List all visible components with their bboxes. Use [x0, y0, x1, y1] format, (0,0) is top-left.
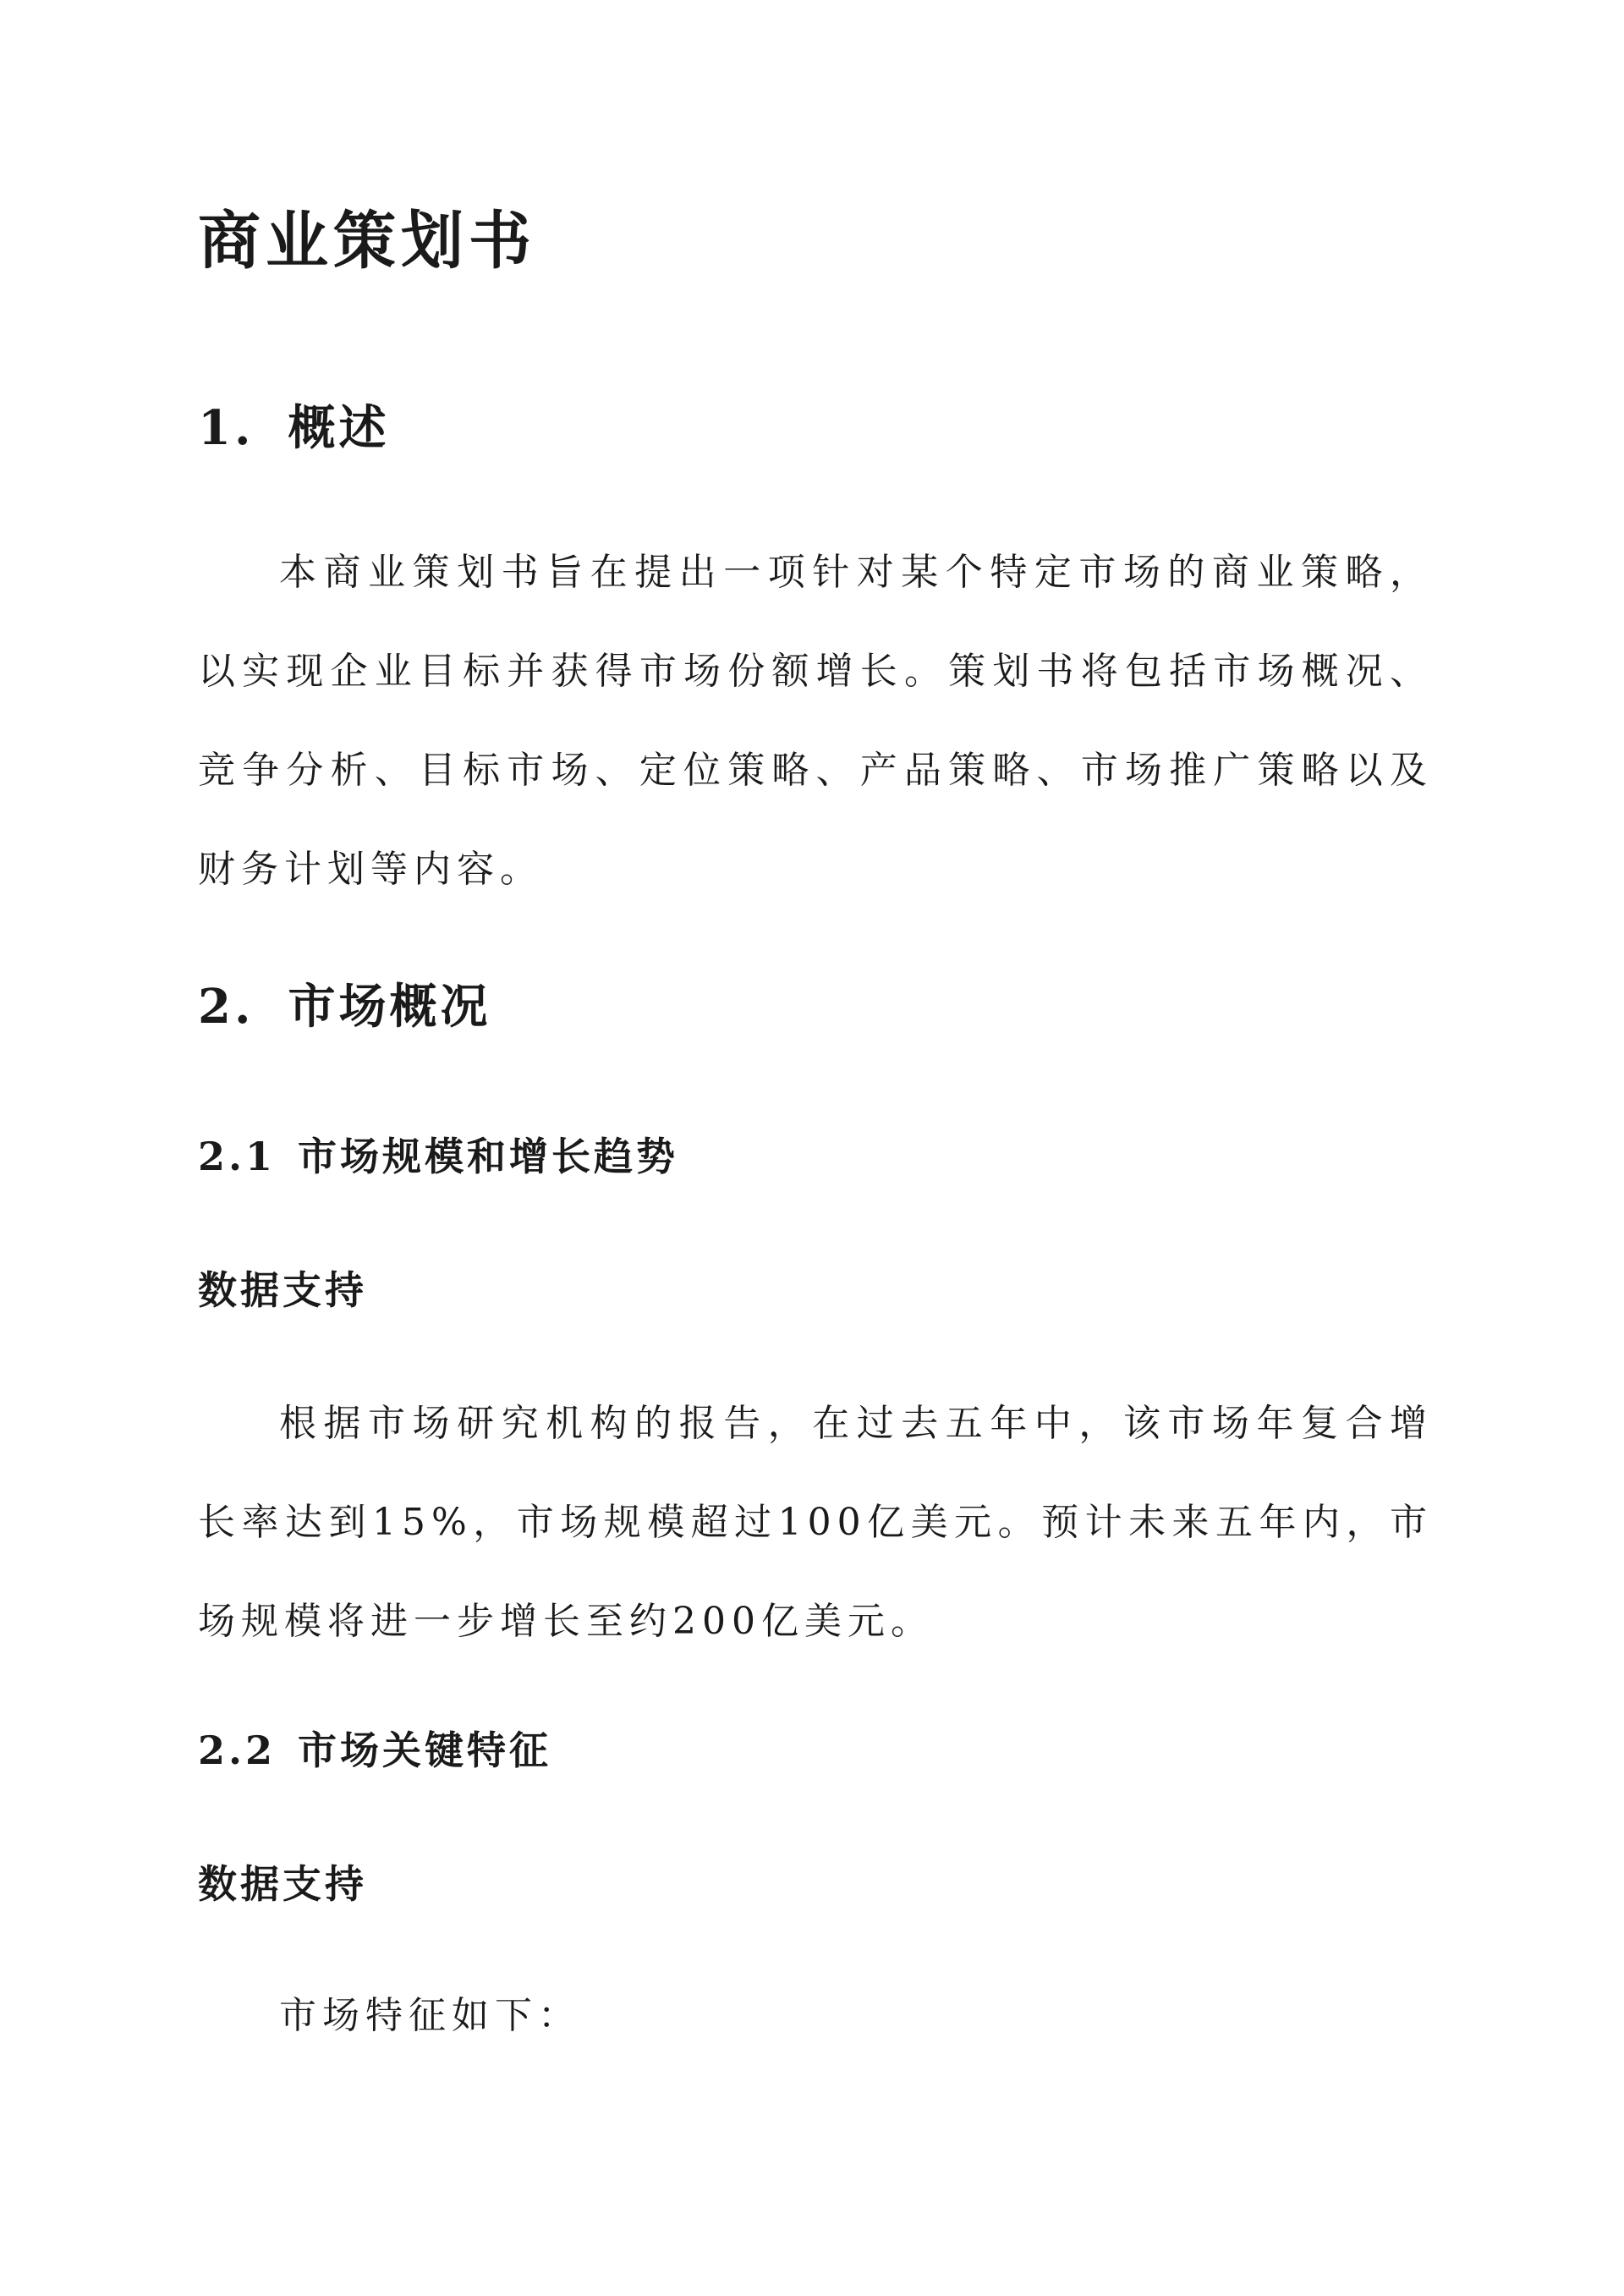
subsubsection-heading: 数据支持: [198, 1267, 367, 1313]
subsection-paragraph: 根据市场研究机构的报告，在过去五年中，该市场年复合增长率达到15%，市场规模超过100亿美元。预计未来五年内，市场规模将进一步增长至约200亿美元。: [198, 1402, 1433, 1643]
section-paragraph: 本商业策划书旨在提出一项针对某个特定市场的商业策略，以实现企业目标并获得市场份额增长。策划书将包括市场概况、竞争分析、目标市场、定位策略、产品策略、市场推广策略以及财务计划等内容。: [198, 551, 1433, 891]
document-title: 商业策划书: [198, 205, 536, 277]
section-number: 1.: [198, 400, 255, 456]
section-heading: [198, 394, 1433, 462]
subsection-number: 2.2: [198, 1727, 277, 1773]
section-title: 市场概况: [288, 979, 491, 1035]
subsection-title: 市场规模和增长趋势: [298, 1134, 679, 1179]
subsection-heading: [198, 1721, 1433, 1780]
subsection-title: 市场关键特征: [298, 1727, 552, 1773]
section-number: 2.: [198, 979, 255, 1035]
section-title: 概述: [288, 400, 390, 456]
subsection-number: 2.1: [198, 1134, 277, 1179]
subsubsection-heading: 数据支持: [198, 1861, 367, 1907]
subsection-paragraph: 市场特征如下：: [279, 1994, 581, 2037]
section-heading: [198, 973, 1433, 1041]
subsection-heading: [198, 1127, 1433, 1186]
